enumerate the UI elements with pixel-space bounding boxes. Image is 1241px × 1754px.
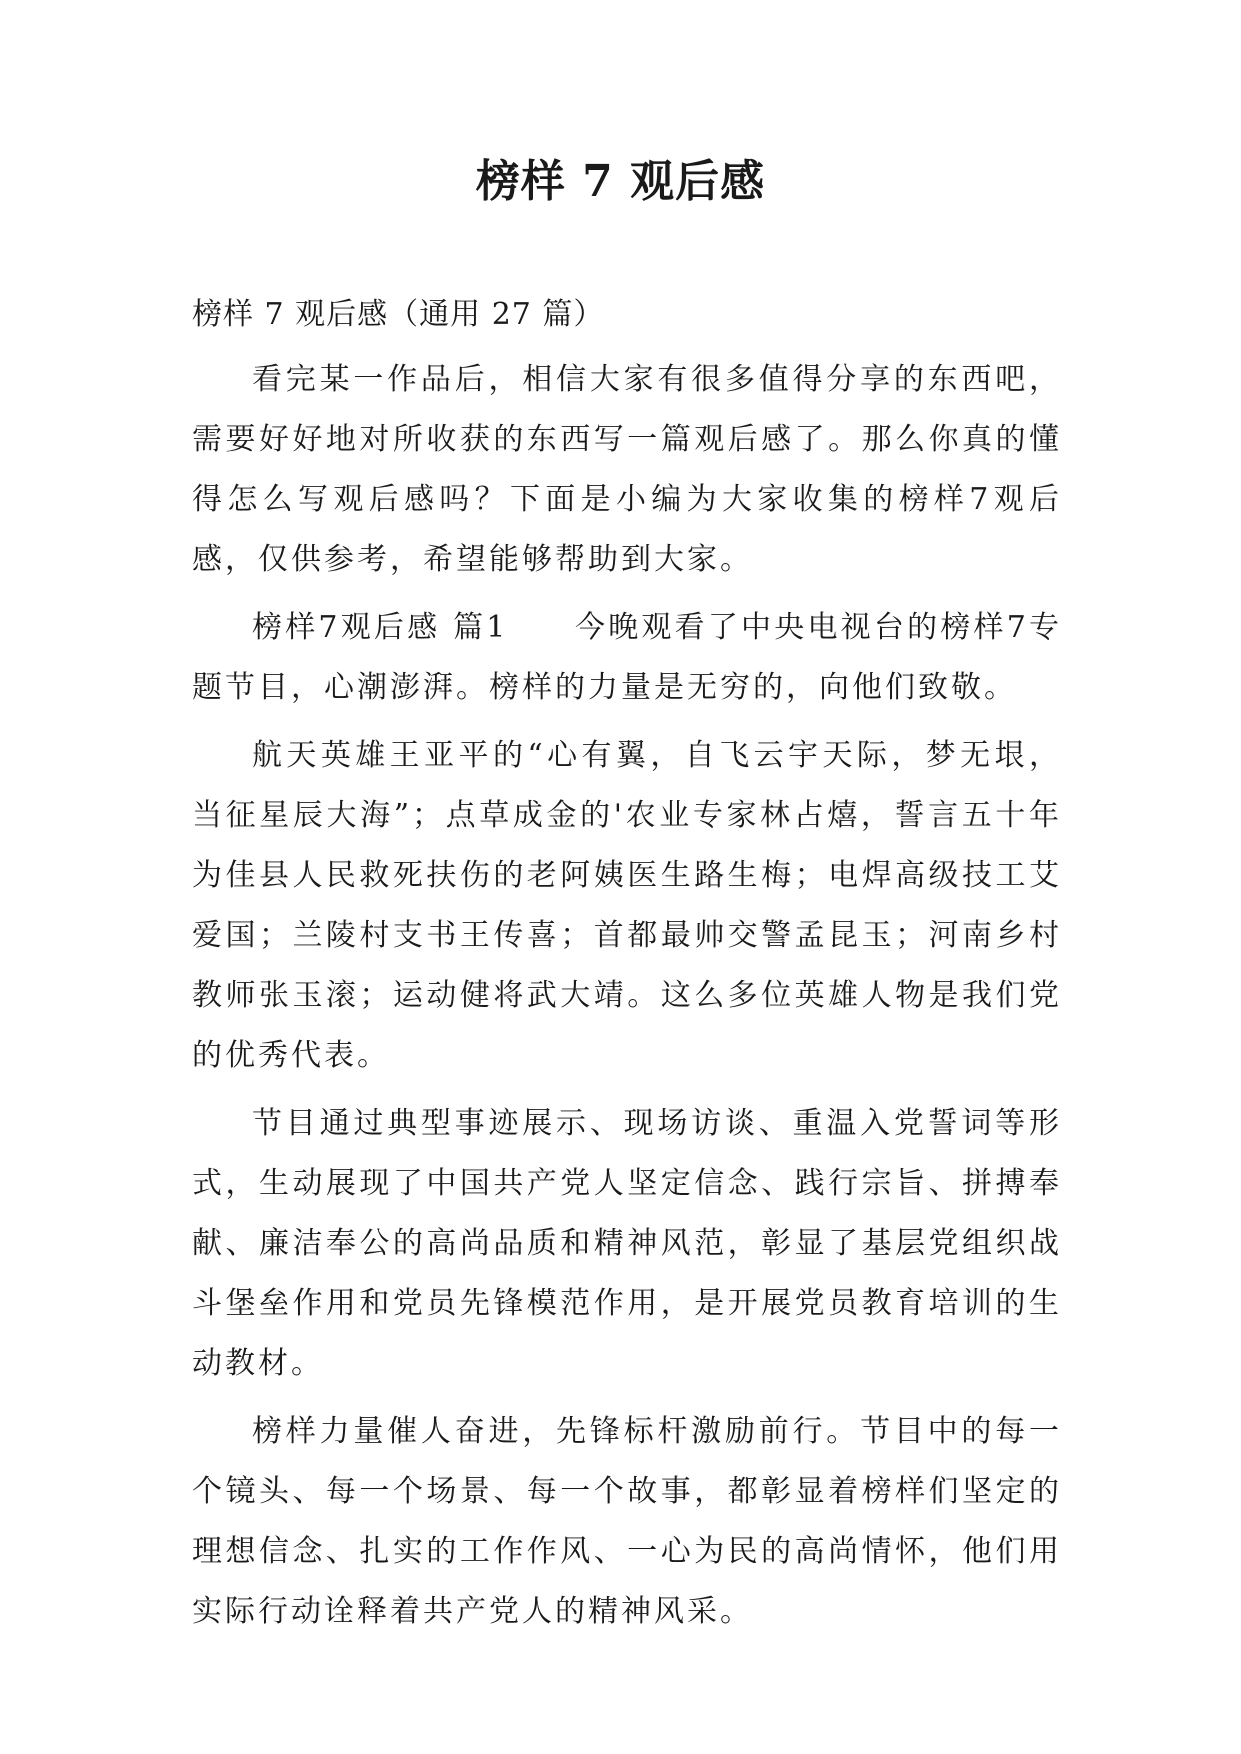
paragraph-article-1-opening: 榜样7观后感 篇1 今晚观看了中央电视台的榜样7专题节目，心潮澎湃。榜样的力量是无穷的，向他们致敬。 (192, 610, 1062, 705)
document-title: 榜样 7 观后感 (475, 156, 766, 207)
paragraph-heroes: 航天英雄王亚平的“心有翼，自飞云宇天际，梦无垠，当征星辰大海”；点草成金的'农业专家林占熺，誓言五十年为佳县人民救死扶伤的老阿姨医生路生梅；电焊高级技工艾爱国；兰陵村支书王传喜；首都最帅交警孟昆玉；河南乡村教师张玉滚；运动健将武大靖。这么多位英雄人物是我们党的优秀代表。 (192, 738, 1062, 1073)
document-subtitle: 榜样 7 观后感（通用 27 篇） (192, 297, 605, 332)
paragraph-role-models: 榜样力量催人奋进，先锋标杆激励前行。节目中的每一个镜头、每一个场景、每一个故事，都彰显着榜样们坚定的理想信念、扎实的工作作风、一心为民的高尚情怀，他们用实际行动诠释着共产党人的精神风采。 (192, 1414, 1062, 1629)
paragraph-intro: 看完某一作品后，相信大家有很多值得分享的东西吧，需要好好地对所收获的东西写一篇观后感了。那么你真的懂得怎么写观后感吗？下面是小编为大家收集的榜样7观后感，仅供参考，希望能够帮助到大家。 (192, 362, 1062, 577)
paragraph-program: 节目通过典型事迹展示、现场访谈、重温入党誓词等形式，生动展现了中国共产党人坚定信念、践行宗旨、拼搏奉献、廉洁奉公的高尚品质和精神风范，彰显了基层党组织战斗堡垒作用和党员先锋模范作用，是开展党员教育培训的生动教材。 (192, 1106, 1062, 1381)
document-body (192, 285, 1062, 1650)
